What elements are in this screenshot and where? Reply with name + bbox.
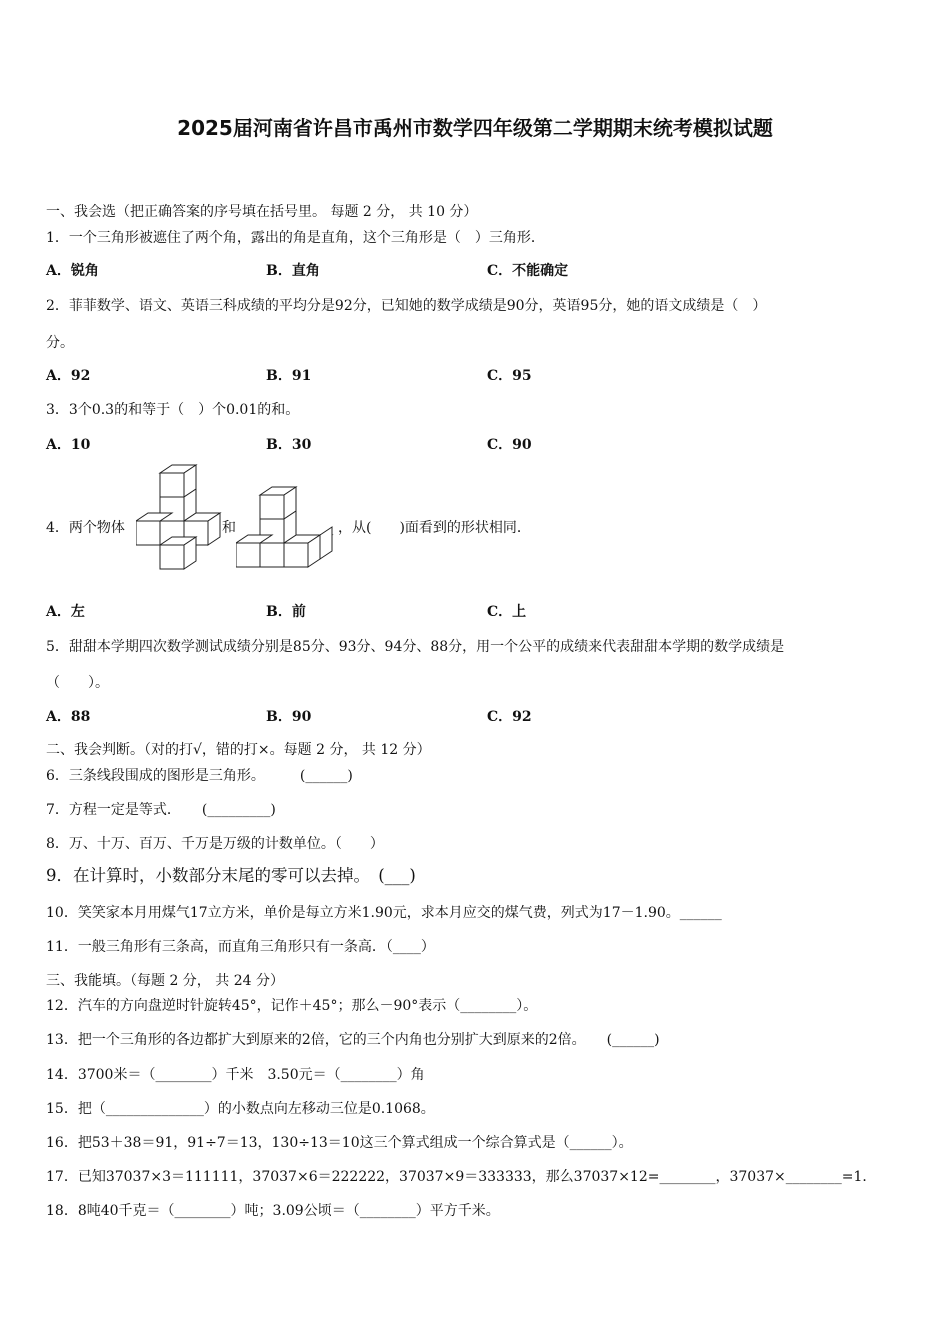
q1-option-c: C．不能确定: [487, 263, 569, 279]
q4-option-c: C．上: [487, 604, 527, 620]
question-4-suffix: ，从( )面看到的形状相同．: [338, 520, 531, 536]
question-2: 2．菲菲数学、语文、英语三科成绩的平均分是92分，已知她的数学成绩是90分，英语95分，她的语文成绩是（ ）: [46, 298, 767, 314]
q5-option-b: B．90: [266, 709, 312, 725]
question-5: 5．甜甜本学期四次数学测试成绩分别是85分、93分、94分、88分，用一个公平的成绩来代表甜甜本学期的数学成绩是: [46, 639, 785, 655]
question-17: 17．已知37037×3＝111111，37037×6＝222222，37037×9＝333333，那么37037×12=________，37037×________=1．: [46, 1169, 877, 1185]
question-8: 8．万、十万、百万、千万是万级的计数单位。（ ）: [46, 836, 384, 852]
question-12: 12．汽车的方向盘逆时针旋转45°，记作＋45°；那么－90°表示（________）。: [46, 998, 538, 1014]
q3-option-a: A．10: [46, 437, 91, 453]
question-13: 13．把一个三角形的各边都扩大到原来的2倍，它的三个内角也分别扩大到原来的2倍。 (______): [46, 1032, 660, 1048]
question-15: 15．把（______________）的小数点向左移动三位是0.1068。: [46, 1101, 435, 1117]
question-5-cont: （ ）。: [46, 675, 109, 691]
question-9: 9．在计算时，小数部分末尾的零可以去掉。 (___): [46, 866, 416, 885]
question-2-cont: 分。: [46, 335, 74, 351]
q3-option-b: B．30: [266, 437, 312, 453]
q2-option-b: B．91: [266, 368, 312, 384]
question-6: 6．三条线段围成的图形是三角形。 (______): [46, 768, 353, 784]
q5-option-a: A．88: [46, 709, 91, 725]
q2-option-a: A．92: [46, 368, 91, 384]
section-2-heading: 二、我会判断。（对的打√，错的打×。每题 2 分， 共 12 分）: [46, 742, 431, 758]
question-10: 10．笑笑家本月用煤气17立方米，单价是每立方米1.90元，求本月应交的煤气费，列式为17－1.90。______: [46, 905, 722, 921]
q1-option-a: A．锐角: [46, 263, 99, 279]
question-4-prefix: 4．两个物体: [46, 520, 125, 536]
q5-option-c: C．92: [487, 709, 532, 725]
q1-option-b: B．直角: [266, 263, 320, 279]
question-1: 1．一个三角形被遮住了两个角，露出的角是直角，这个三角形是（ ）三角形．: [46, 230, 545, 246]
section-3-heading: 三、我能填。（每题 2 分， 共 24 分）: [46, 973, 284, 989]
question-4-mid: 和: [222, 520, 236, 536]
question-11: 11．一般三角形有三条高，而直角三角形只有一条高．（____）: [46, 939, 435, 955]
q2-option-c: C．95: [487, 368, 532, 384]
q4-option-a: A．左: [46, 604, 85, 620]
question-14: 14．3700米＝（________）千米 3.50元＝（________）角: [46, 1067, 425, 1083]
question-7: 7．方程一定是等式． (_________): [46, 802, 276, 818]
question-16: 16．把53＋38＝91，91÷7＝13，130÷13＝10这三个算式组成一个综合算式是（______）。: [46, 1135, 633, 1151]
section-1-heading: 一、我会选（把正确答案的序号填在括号里。 每题 2 分， 共 10 分）: [46, 204, 478, 220]
q3-option-c: C．90: [487, 437, 532, 453]
cube-figure-1: [136, 463, 222, 571]
question-3: 3．3个0.3的和等于（ ）个0.01的和。: [46, 402, 300, 418]
question-18: 18．8吨40千克＝（________）吨；3.09公顷＝（________）平方千米。: [46, 1203, 500, 1219]
page-title: 2025届河南省许昌市禹州市数学四年级第二学期期末统考模拟试题: [177, 116, 773, 140]
q4-option-b: B．前: [266, 604, 306, 620]
cube-figure-2: [236, 485, 336, 571]
